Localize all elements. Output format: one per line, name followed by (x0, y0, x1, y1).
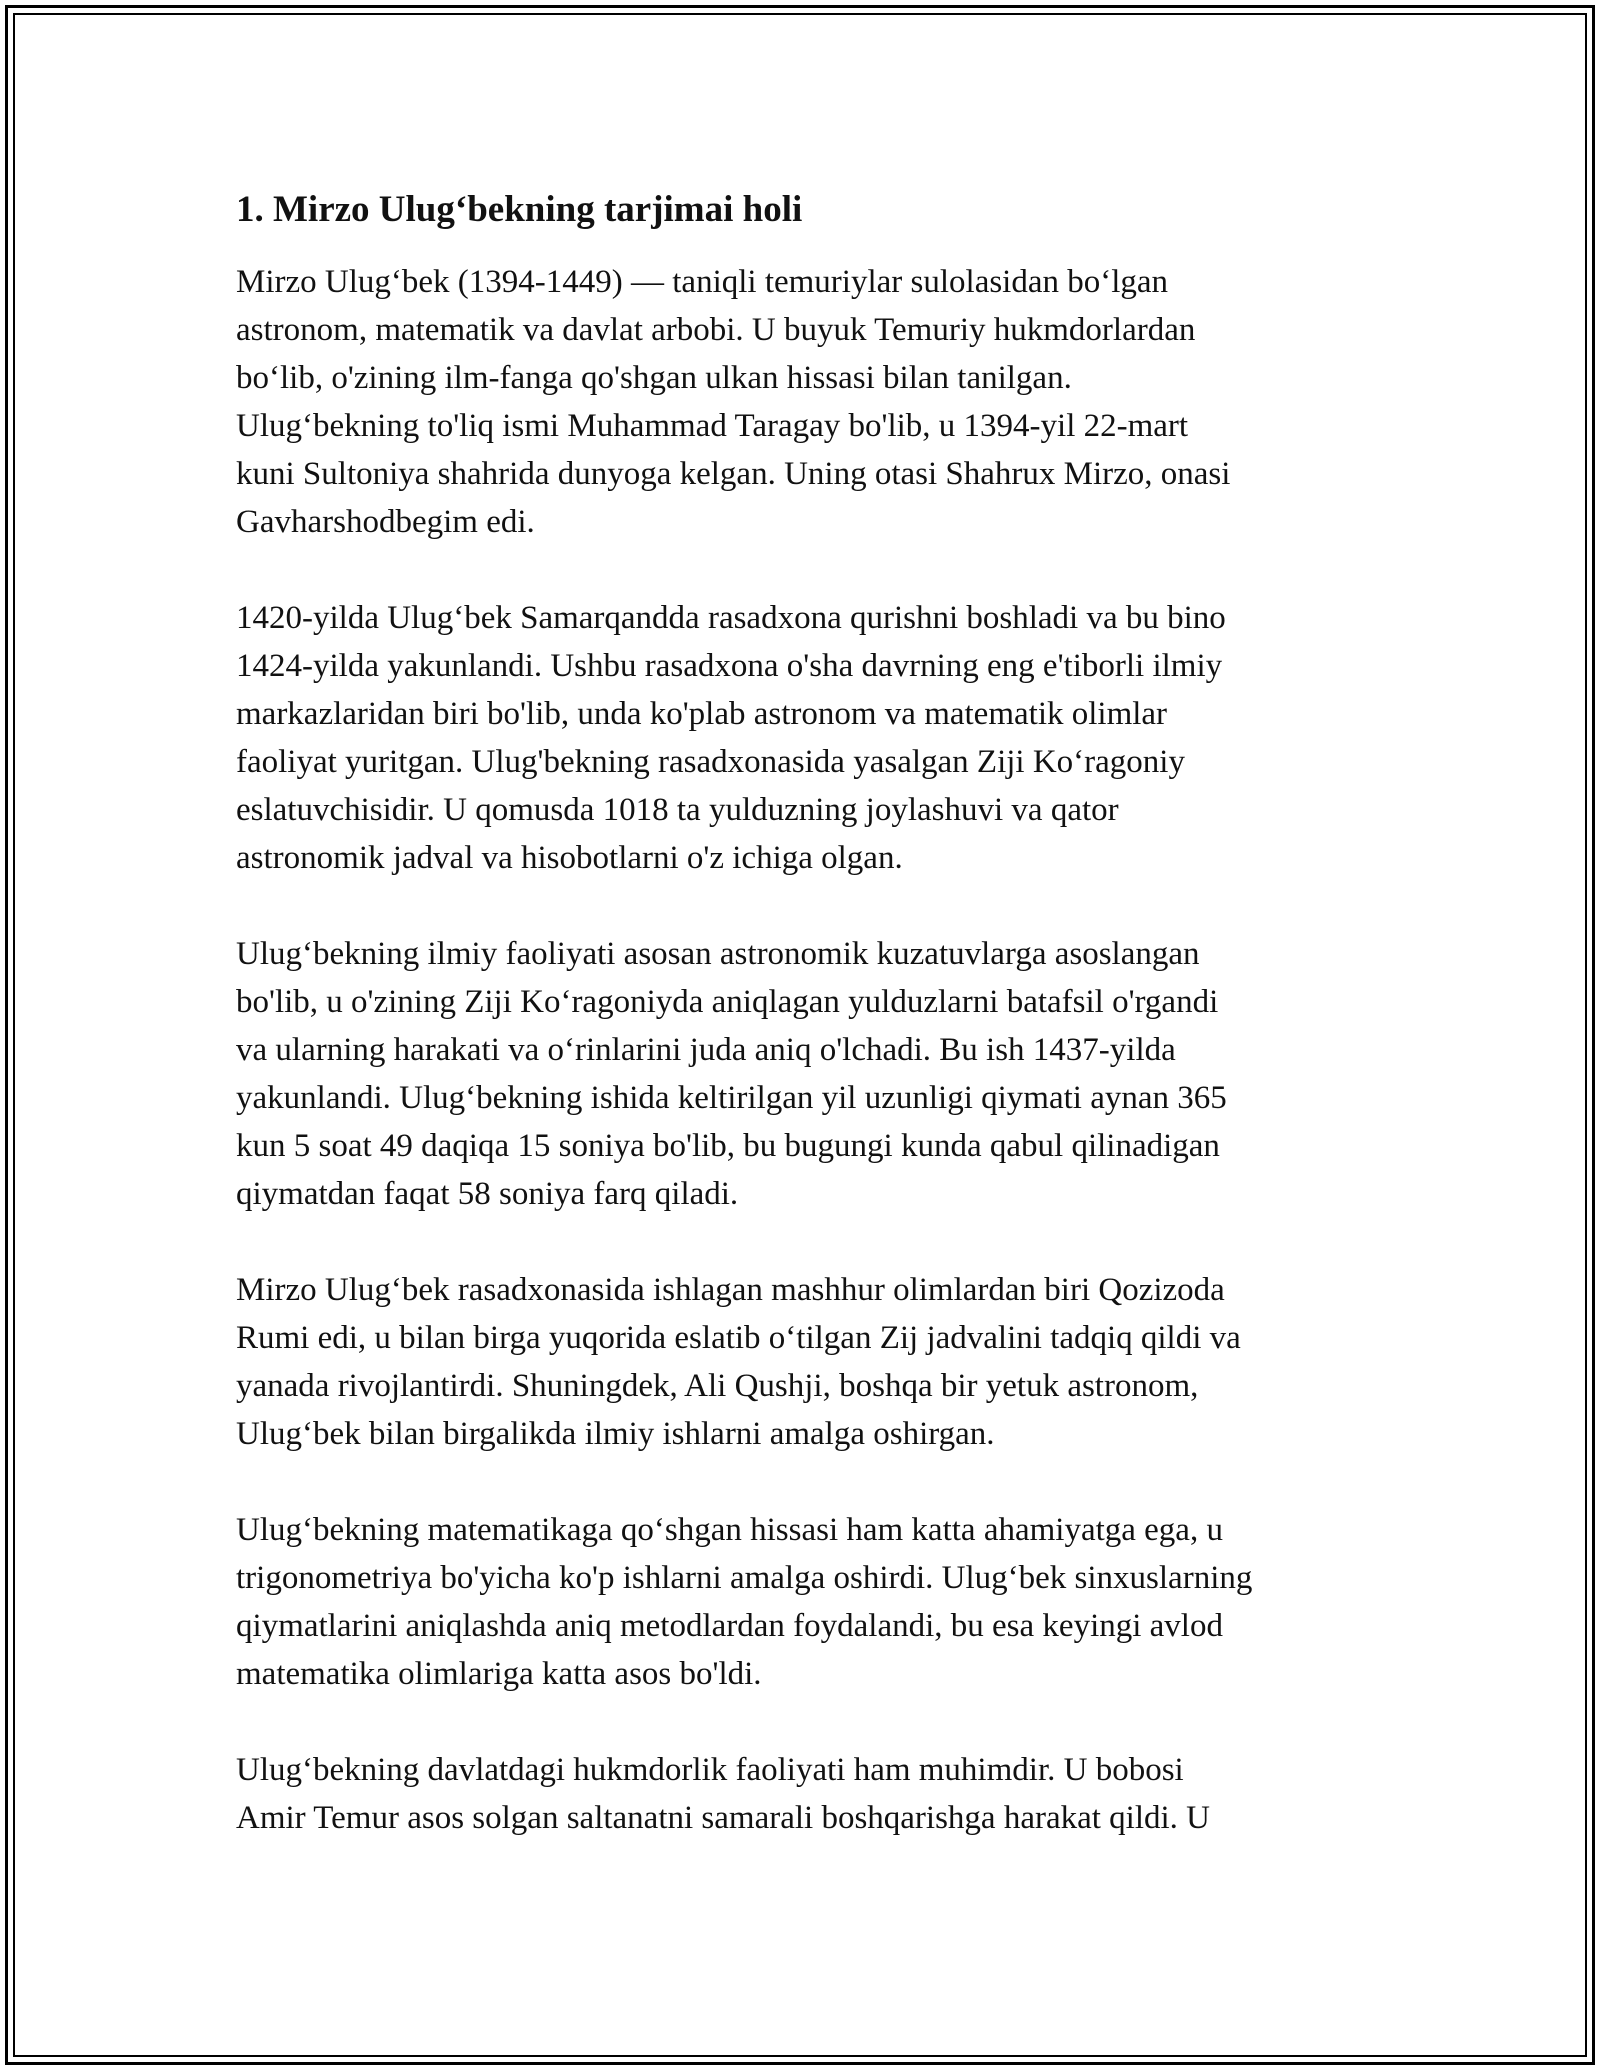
text-line: Amir Temur asos solgan saltanatni samarali boshqarishga harakat qildi. U (236, 1800, 1211, 1836)
paragraph-observatory (236, 594, 1376, 882)
text-line: va ularning harakati va o‘rinlarini juda aniq o'lchadi. Bu ish 1437-yilda (236, 1032, 1176, 1068)
text-line: yakunlandi. Ulug‘bekning ishida keltirilgan yil uzunligi qiymati aynan 365 (236, 1080, 1227, 1116)
text-line: qiymatlarini aniqlashda aniq metodlardan foydalandi, bu esa keyingi avlod (236, 1608, 1223, 1644)
section-title: 1. Mirzo Ulug‘bekning tarjimai holi (236, 189, 803, 230)
text-line: 1424-yilda yakunlandi. Ushbu rasadxona o'sha davrning eng e'tiborli ilmiy (236, 648, 1223, 684)
text-line: Ulug‘bekning davlatdagi hukmdorlik faoliyati ham muhimdir. U bobosi (236, 1752, 1184, 1788)
document-content (236, 186, 1376, 1890)
text-line: Gavharshodbegim edi. (236, 504, 535, 540)
text-line: faoliyat yuritgan. Ulug'bekning rasadxonasida yasalgan Ziji Ko‘ragoniy (236, 744, 1185, 780)
text-line: bo'lib, u o'zining Ziji Ko‘ragoniyda aniqlagan yulduzlarni batafsil o'rgandi (236, 984, 1219, 1020)
text-line: Ulug‘bekning ilmiy faoliyati asosan astronomik kuzatuvlarga asoslangan (236, 936, 1200, 972)
text-line: eslatuvchisidir. U qomusda 1018 ta yulduzning joylashuvi va qator (236, 792, 1119, 828)
text-line: Ulug‘bekning to'liq ismi Muhammad Taragay bo'lib, u 1394-yil 22-mart (236, 408, 1189, 444)
paragraph-scientific-work (236, 930, 1376, 1218)
text-line: astronom, matematik va davlat arbobi. U buyuk Temuriy hukmdorlardan (236, 312, 1196, 348)
paragraph-mathematics (236, 1506, 1376, 1698)
text-line: trigonometriya bo'yicha ko'p ishlarni amalga oshirdi. Ulug‘bek sinxuslarning (236, 1560, 1253, 1596)
text-line: bo‘lib, o'zining ilm-fanga qo'shgan ulkan hissasi bilan tanilgan. (236, 360, 1072, 396)
text-line: astronomik jadval va hisobotlarni o'z ichiga olgan. (236, 840, 903, 876)
text-line: matematika olimlariga katta asos bo'ldi. (236, 1656, 762, 1692)
text-line: kun 5 soat 49 daqiqa 15 soniya bo'lib, bu bugungi kunda qabul qilinadigan (236, 1128, 1220, 1164)
paragraph-governance (236, 1746, 1376, 1842)
paragraph-biography (236, 258, 1376, 546)
text-line: Mirzo Ulug‘bek (1394-1449) — taniqli temuriylar sulolasidan bo‘lgan (236, 264, 1169, 300)
text-line: kuni Sultoniya shahrida dunyoga kelgan. Uning otasi Shahrux Mirzo, onasi (236, 456, 1231, 492)
text-line: Ulug‘bek bilan birgalikda ilmiy ishlarni amalga oshirgan. (236, 1416, 995, 1452)
text-line: Mirzo Ulug‘bek rasadxonasida ishlagan mashhur olimlardan biri Qozizoda (236, 1272, 1225, 1308)
text-line: Ulug‘bekning matematikaga qo‘shgan hissasi ham katta ahamiyatga ega, u (236, 1512, 1223, 1548)
text-line: Rumi edi, u bilan birga yuqorida eslatib o‘tilgan Zij jadvalini tadqiq qildi va (236, 1320, 1241, 1356)
text-line: 1420-yilda Ulug‘bek Samarqandda rasadxona qurishni boshladi va bu bino (236, 600, 1226, 636)
text-line: yanada rivojlantirdi. Shuningdek, Ali Qushji, boshqa bir yetuk astronom, (236, 1368, 1199, 1404)
text-line: markazlaridan biri bo'lib, unda ko'plab astronom va matematik olimlar (236, 696, 1168, 732)
paragraph-colleagues (236, 1266, 1376, 1458)
text-line: qiymatdan faqat 58 soniya farq qiladi. (236, 1176, 739, 1212)
